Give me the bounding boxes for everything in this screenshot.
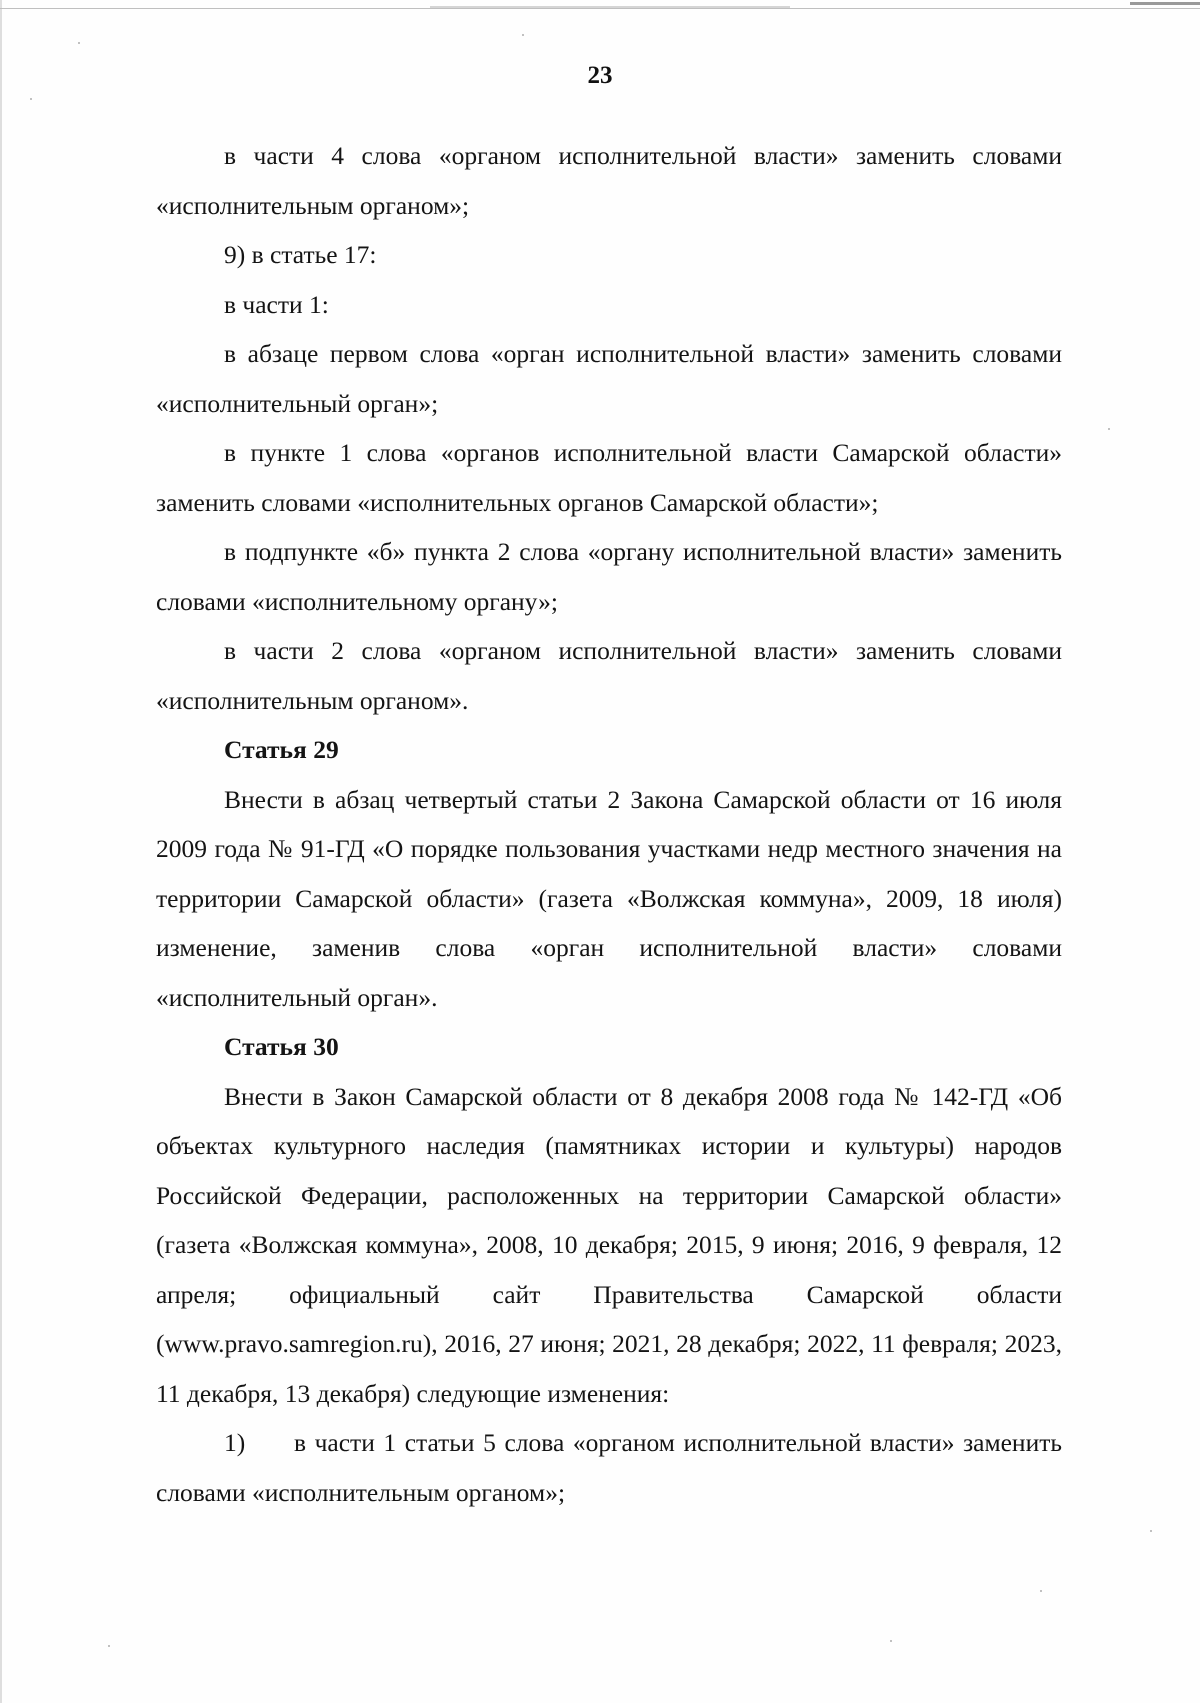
scan-artifact-line bbox=[1130, 2, 1200, 5]
scan-speck bbox=[1150, 1530, 1152, 1532]
paragraph: в части 2 слова «органом исполнительной власти» заменить словами «исполнительным органом». bbox=[156, 636, 1062, 715]
scan-artifact-line bbox=[0, 8, 1200, 9]
article-heading: Статья 30 bbox=[224, 1032, 339, 1061]
scan-artifact-edge bbox=[0, 0, 2, 1703]
scan-speck bbox=[522, 34, 524, 36]
list-item-number: 1) bbox=[224, 1428, 246, 1457]
article-paragraph: Внести в абзац четвертый статьи 2 Закона Самарской области от 16 июля 2009 года № 91-ГД «О порядке пользования участками недр местного значения на территории Самарской области» (газета «Волжская коммуна», 2009, 18 июля) изменение, заменив слова «орган исполнительной власти» словами «исполнительный орган». bbox=[156, 784, 1062, 1012]
scan-speck bbox=[30, 98, 32, 100]
article-heading: Статья 29 bbox=[224, 735, 339, 764]
page-number: 23 bbox=[587, 62, 613, 89]
paragraph: в абзаце первом слова «орган исполнительной власти» заменить словами «исполнительный орган»; bbox=[156, 339, 1062, 418]
paragraph: в части 1: bbox=[224, 289, 329, 319]
paragraph: в пункте 1 слова «органов исполнительной власти Самарской области» заменить словами «исполнительных органов Самарской области»; bbox=[156, 438, 1062, 517]
list-item bbox=[156, 1418, 1062, 1517]
paragraph: в части 4 слова «органом исполнительной власти» заменить словами «исполнительным органом»; bbox=[156, 141, 1062, 220]
article-paragraph: Внести в Закон Самарской области от 8 декабря 2008 года № 142-ГД «Об объектах культурного наследия (памятниках истории и культуры) народов Российской Федерации, расположенных на территории Самарской области» (газета «Волжская коммуна», 2008, 10 декабря; 2015, 9 июня; 2016, 9 февраля, 12 апреля; официальный сайт Правительства Самарской области (www.pravo.samregion.ru), 2016, 27 июня; 2021, 28 декабря; 2022, 11 февраля; 2023, 11 декабря, 13 декабря) следующие изменения: bbox=[156, 1081, 1062, 1408]
scan-speck bbox=[78, 42, 80, 44]
scan-speck bbox=[890, 1640, 892, 1642]
list-item-text: в части 1 статьи 5 слова «органом исполнительной власти» заменить словами «исполнительным органом»; bbox=[156, 1428, 1062, 1507]
scan-speck bbox=[1040, 1590, 1042, 1592]
paragraph: в подпункте «б» пункта 2 слова «органу исполнительной власти» заменить словами «исполнительному органу»; bbox=[156, 537, 1062, 616]
paragraph: 9) в статье 17: bbox=[224, 240, 377, 269]
scan-speck bbox=[108, 1645, 110, 1647]
scan-artifact-line bbox=[430, 6, 790, 8]
document-body bbox=[156, 131, 1062, 1517]
scan-speck bbox=[1108, 428, 1110, 430]
